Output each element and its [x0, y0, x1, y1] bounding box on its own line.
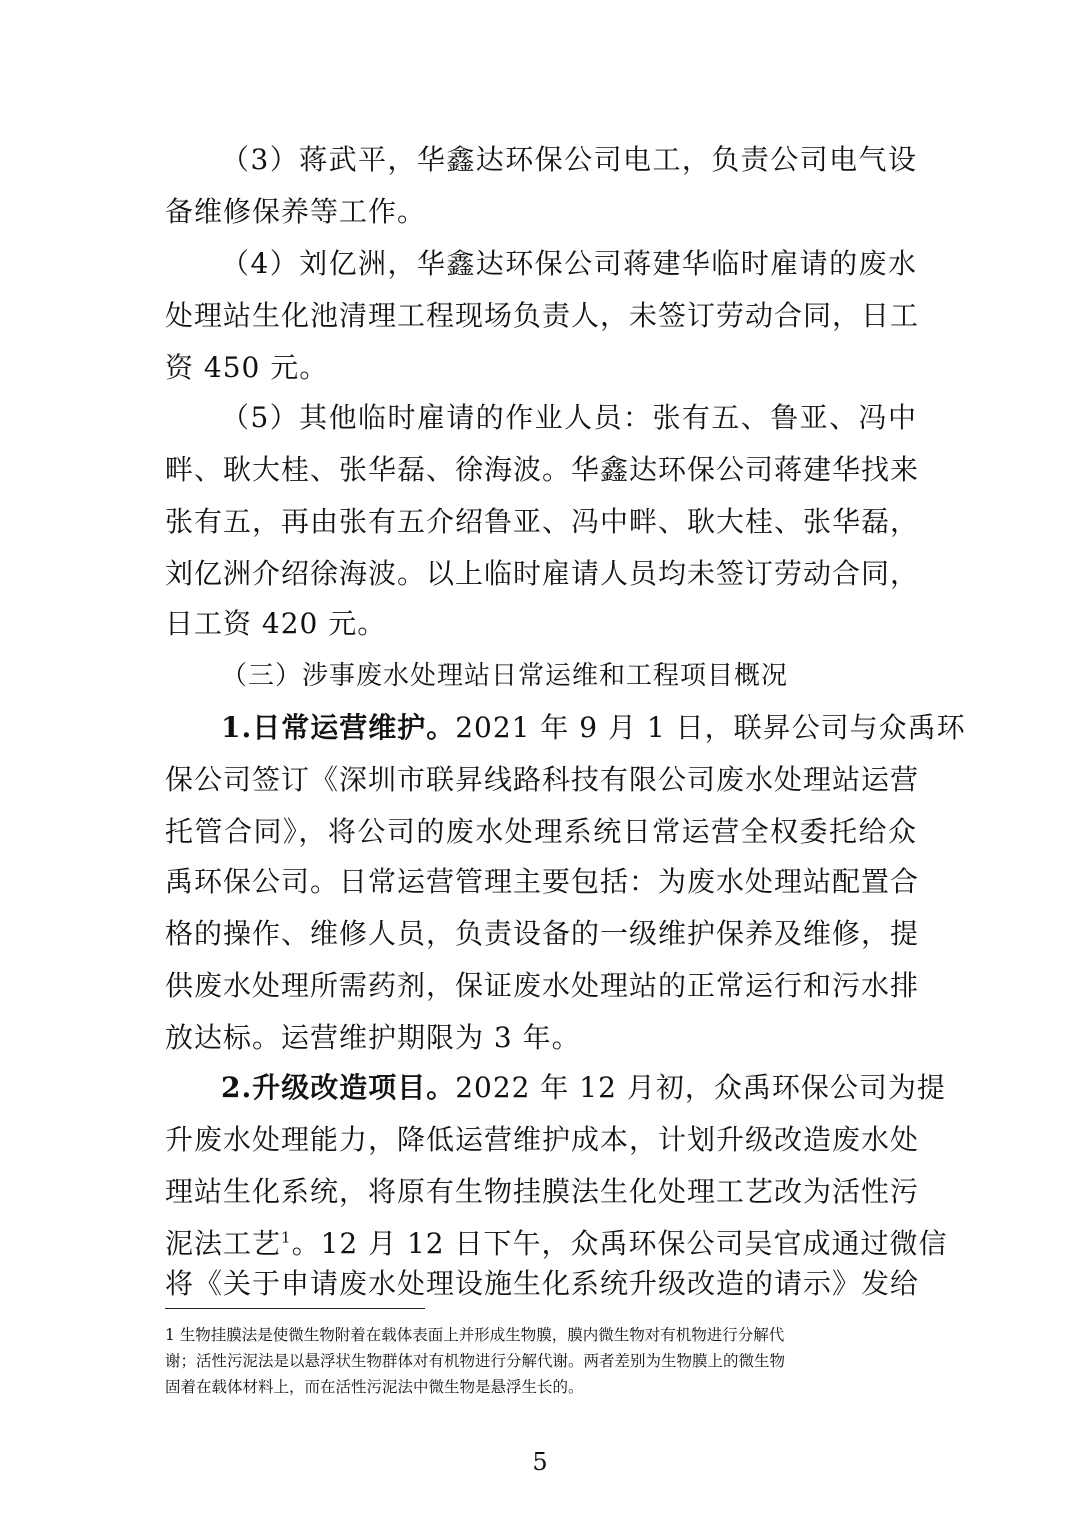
footnote-ref: 1	[281, 1228, 292, 1247]
paragraph-line: 刘亿洲介绍徐海波。以上临时雇请人员均未签订劳动合同，	[165, 557, 920, 590]
paragraph-line: 处理站生化池清理工程现场负责人，未签订劳动合同，日工	[165, 299, 920, 332]
footnote-divider	[165, 1308, 425, 1309]
page-number: 5	[532, 1448, 548, 1476]
paragraph-line: 禹环保公司。日常运营管理主要包括：为废水处理站配置合	[165, 865, 920, 898]
paragraph-line: 备维修保养等工作。	[165, 195, 427, 228]
footnote-line: 固着在载体材料上，而在活性污泥法中微生物是悬浮生长的。	[165, 1378, 584, 1396]
paragraph-line: （3）蒋武平，华鑫达环保公司电工，负责公司电气设	[221, 143, 917, 176]
footnote-line: 1 生物挂膜法是使微生物附着在载体表面上并形成生物膜，膜内微生物对有机物进行分解代	[165, 1326, 785, 1344]
paragraph-text: 2022 年 12 月初，众禹环保公司为提	[455, 1071, 946, 1104]
section-heading: （三）涉事废水处理站日常运维和工程项目概况	[221, 661, 789, 691]
paragraph-line: 保公司签订《深圳市联昇线路科技有限公司废水处理站运营	[165, 763, 920, 796]
paragraph-line: （4）刘亿洲，华鑫达环保公司蒋建华临时雇请的废水	[221, 247, 917, 280]
paragraph-line	[221, 1068, 946, 1108]
item-heading: 1.日常运营维护。	[221, 711, 456, 744]
paragraph-line: 升废水处理能力，降低运营维护成本，计划升级改造废水处	[165, 1123, 920, 1156]
paragraph-line: 放达标。运营维护期限为 3 年。	[165, 1021, 581, 1054]
paragraph-line: 畔、耿大桂、张华磊、徐海波。华鑫达环保公司蒋建华找来	[165, 453, 920, 486]
paragraph-line	[221, 708, 966, 748]
paragraph-line: 供废水处理所需药剂，保证废水处理站的正常运行和污水排	[165, 969, 920, 1002]
paragraph-line: 张有五，再由张有五介绍鲁亚、冯中畔、耿大桂、张华磊，	[165, 505, 920, 538]
paragraph-line: 格的操作、维修人员，负责设备的一级维护保养及维修，提	[165, 917, 920, 950]
item-heading: 2.升级改造项目。	[221, 1071, 456, 1104]
paragraph-line: 托管合同》，将公司的废水处理系统日常运营全权委托给众	[165, 815, 917, 848]
paragraph-line: 资 450 元。	[165, 351, 329, 384]
paragraph-text: 泥法工艺	[165, 1227, 282, 1260]
paragraph-line: 将《关于申请废水处理设施生化系统升级改造的请示》发给	[165, 1267, 920, 1300]
paragraph-line	[165, 1224, 948, 1264]
paragraph-line: （5）其他临时雇请的作业人员：张有五、鲁亚、冯中	[221, 401, 917, 434]
footnote-line: 谢；活性污泥法是以悬浮状生物群体对有机物进行分解代谢。两者差别为生物膜上的微生物	[165, 1352, 786, 1370]
paragraph-text: 。12 月 12 日下午，众禹环保公司吴官成通过微信	[291, 1227, 948, 1260]
paragraph-line: 理站生化系统，将原有生物挂膜法生化处理工艺改为活性污	[165, 1175, 920, 1208]
paragraph-line: 日工资 420 元。	[165, 607, 387, 640]
paragraph-text: 2021 年 9 月 1 日，联昇公司与众禹环	[455, 711, 966, 744]
